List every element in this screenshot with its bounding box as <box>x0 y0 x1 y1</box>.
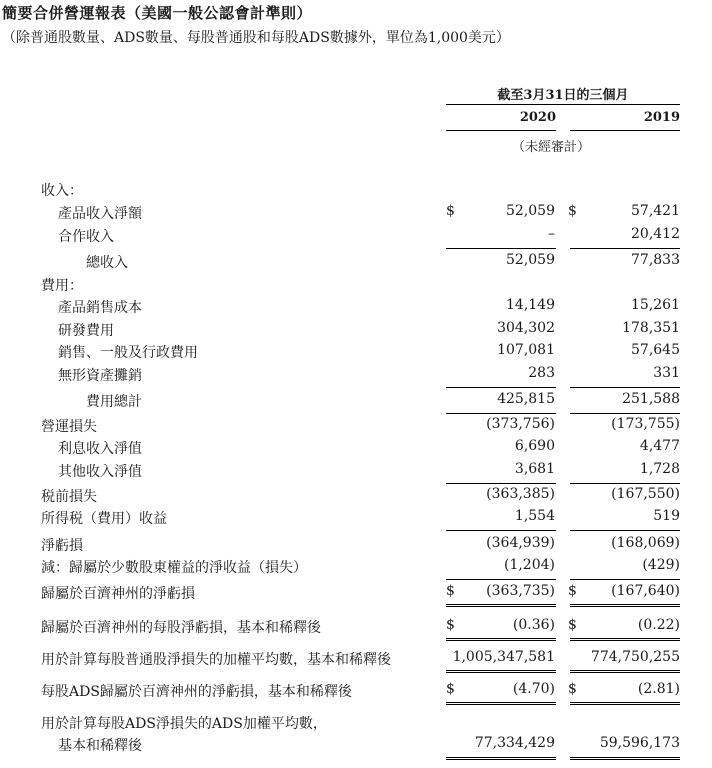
value-2019: (429) <box>642 557 680 573</box>
row-operating-loss <box>0 416 712 438</box>
value-2019: (168,069) <box>611 535 680 551</box>
value-2020: (373,756) <box>486 416 555 432</box>
subtotal-rule <box>570 248 680 249</box>
value-2019: 1,728 <box>639 461 680 477</box>
row-other-income <box>0 461 712 483</box>
value-2019: 77,833 <box>631 252 680 268</box>
period-header: 截至3月31日的三個月 <box>497 88 629 103</box>
row-revenue-heading <box>0 180 712 202</box>
value-2020: 107,081 <box>497 342 555 358</box>
row-label: 合作收入 <box>58 229 114 245</box>
value-2020: (363,385) <box>486 486 555 502</box>
row-label: 費用總計 <box>86 394 142 410</box>
value-2019: (0.22) <box>637 617 680 633</box>
currency-symbol: $ <box>568 583 577 599</box>
row-product-revenue <box>0 203 712 225</box>
row-total-revenue <box>0 252 712 274</box>
row-label: 利息收入淨值 <box>58 441 142 457</box>
row-label: 用於計算每股普通股淨損失的加權平均數，基本和稀釋後 <box>41 652 391 668</box>
row-amortization <box>0 365 712 387</box>
value-2020: 1,554 <box>514 508 555 524</box>
value-2019: 15,261 <box>631 297 680 313</box>
value-2020: 425,815 <box>497 391 555 407</box>
value-2019: 519 <box>653 508 680 524</box>
currency-symbol: $ <box>446 203 455 219</box>
value-2019: 4,477 <box>639 438 680 454</box>
value-2019: (167,640) <box>611 583 680 599</box>
value-2020: 1,005,347,581 <box>452 649 555 665</box>
total-double-rule <box>570 604 680 607</box>
row-interest-income <box>0 438 712 460</box>
col1-header: 2020 <box>519 110 556 125</box>
subtotal-rule <box>570 387 680 388</box>
total-double-rule <box>446 757 556 760</box>
total-double-rule <box>570 638 680 641</box>
row-label: 其他收入淨值 <box>58 464 142 480</box>
row-collaboration-revenue <box>0 226 712 248</box>
value-2019: 251,588 <box>622 391 680 407</box>
row-label: 收入： <box>41 183 83 199</box>
row-income-tax <box>0 508 712 530</box>
report-title: 簡要合併營運報表（美國一般公認會計準則） <box>2 4 313 22</box>
row-weighted-avg-ads-line1 <box>0 713 712 735</box>
row-total-expenses <box>0 391 712 413</box>
subtotal-rule <box>570 579 680 580</box>
row-label: 總收入 <box>86 255 128 271</box>
row-label: 税前損失 <box>41 489 97 505</box>
value-2020: 52,059 <box>506 252 555 268</box>
value-2019: 20,412 <box>631 226 680 242</box>
subtotal-rule <box>570 530 680 531</box>
value-2019: 178,351 <box>622 320 680 336</box>
row-rnd <box>0 320 712 342</box>
currency-symbol: $ <box>446 583 455 599</box>
value-2019: 331 <box>653 365 680 381</box>
subtotal-rule <box>446 579 556 580</box>
row-label: 基本和稀釋後 <box>58 738 142 754</box>
row-label: 銷售、一般及行政費用 <box>58 345 198 361</box>
total-double-rule <box>446 702 556 705</box>
subtotal-rule <box>446 413 556 414</box>
row-label: 用於計算每股ADS淨損失的ADS加權平均數， <box>41 716 327 732</box>
row-label: 所得税（費用）收益 <box>41 511 167 527</box>
value-2019: 59,596,173 <box>599 735 680 751</box>
subtotal-rule <box>446 248 556 249</box>
subtotal-rule <box>446 530 556 531</box>
value-2020: (363,735) <box>486 583 555 599</box>
value-2020: (0.36) <box>512 617 555 633</box>
row-loss-per-share <box>0 617 712 639</box>
subtotal-rule <box>570 483 680 484</box>
row-net-loss <box>0 535 712 557</box>
value-2020: 14,149 <box>506 297 555 313</box>
value-2019: (167,550) <box>611 486 680 502</box>
currency-symbol: $ <box>568 681 577 697</box>
row-label: 研發費用 <box>58 323 114 339</box>
unaudited-note: （未經審計） <box>511 140 590 155</box>
value-2020: 304,302 <box>497 320 555 336</box>
value-2020: 3,681 <box>514 461 555 477</box>
value-2020: 6,690 <box>514 438 555 454</box>
value-2020: (4.70) <box>512 681 555 697</box>
value-2019: 57,645 <box>631 342 680 358</box>
period-underline <box>446 104 680 105</box>
row-expenses-heading <box>0 275 712 297</box>
row-label: 營運損失 <box>41 419 97 435</box>
total-double-rule <box>570 702 680 705</box>
subtotal-rule <box>446 387 556 388</box>
row-label: 產品銷售成本 <box>58 300 142 316</box>
row-pretax-loss <box>0 486 712 508</box>
row-label: 無形資產攤銷 <box>58 368 142 384</box>
row-weighted-avg-ads-line2 <box>0 735 712 757</box>
currency-symbol: $ <box>446 617 455 633</box>
report-subtitle: （除普通股數量、ADS數量、每股普通股和每股ADS數據外，單位為1,000美元） <box>2 30 510 46</box>
row-minority-interest <box>0 557 712 579</box>
subtotal-rule <box>446 483 556 484</box>
row-loss-per-ads <box>0 681 712 703</box>
row-net-loss-attributable <box>0 583 712 605</box>
row-sga <box>0 342 712 364</box>
subtotal-rule <box>570 413 680 414</box>
col2-header: 2019 <box>643 110 680 125</box>
value-2020: (364,939) <box>486 535 555 551</box>
value-2020: (1,204) <box>503 557 555 573</box>
total-double-rule <box>446 604 556 607</box>
row-cost-of-sales <box>0 297 712 319</box>
row-label: 減：歸屬於少數股東權益的淨收益（損失） <box>41 560 307 576</box>
row-label: 歸屬於百濟神州的淨虧損 <box>41 586 195 602</box>
currency-symbol: $ <box>568 203 577 219</box>
value-2019: 774,750,255 <box>590 649 680 665</box>
value-2019: 57,421 <box>631 203 680 219</box>
total-double-rule <box>570 670 680 673</box>
value-2020: 52,059 <box>506 203 555 219</box>
total-double-rule <box>446 638 556 641</box>
currency-symbol: $ <box>568 617 577 633</box>
currency-symbol: $ <box>446 681 455 697</box>
total-double-rule <box>570 757 680 760</box>
value-2019: (173,755) <box>611 416 680 432</box>
col2-header-underline <box>570 130 680 131</box>
value-2020: – <box>548 226 555 242</box>
value-2020: 283 <box>528 365 555 381</box>
row-label: 淨虧損 <box>41 538 83 554</box>
row-label: 產品收入淨額 <box>58 206 142 222</box>
value-2020: 77,334,429 <box>474 735 555 751</box>
row-weighted-avg-shares <box>0 649 712 671</box>
row-label: 歸屬於百濟神州的每股淨虧損，基本和稀釋後 <box>41 620 321 636</box>
total-double-rule <box>446 670 556 673</box>
value-2019: (2.81) <box>637 681 680 697</box>
row-label: 費用： <box>41 278 83 294</box>
row-label: 每股ADS歸屬於百濟神州的淨虧損，基本和稀釋後 <box>41 684 352 700</box>
col1-header-underline <box>446 130 556 131</box>
